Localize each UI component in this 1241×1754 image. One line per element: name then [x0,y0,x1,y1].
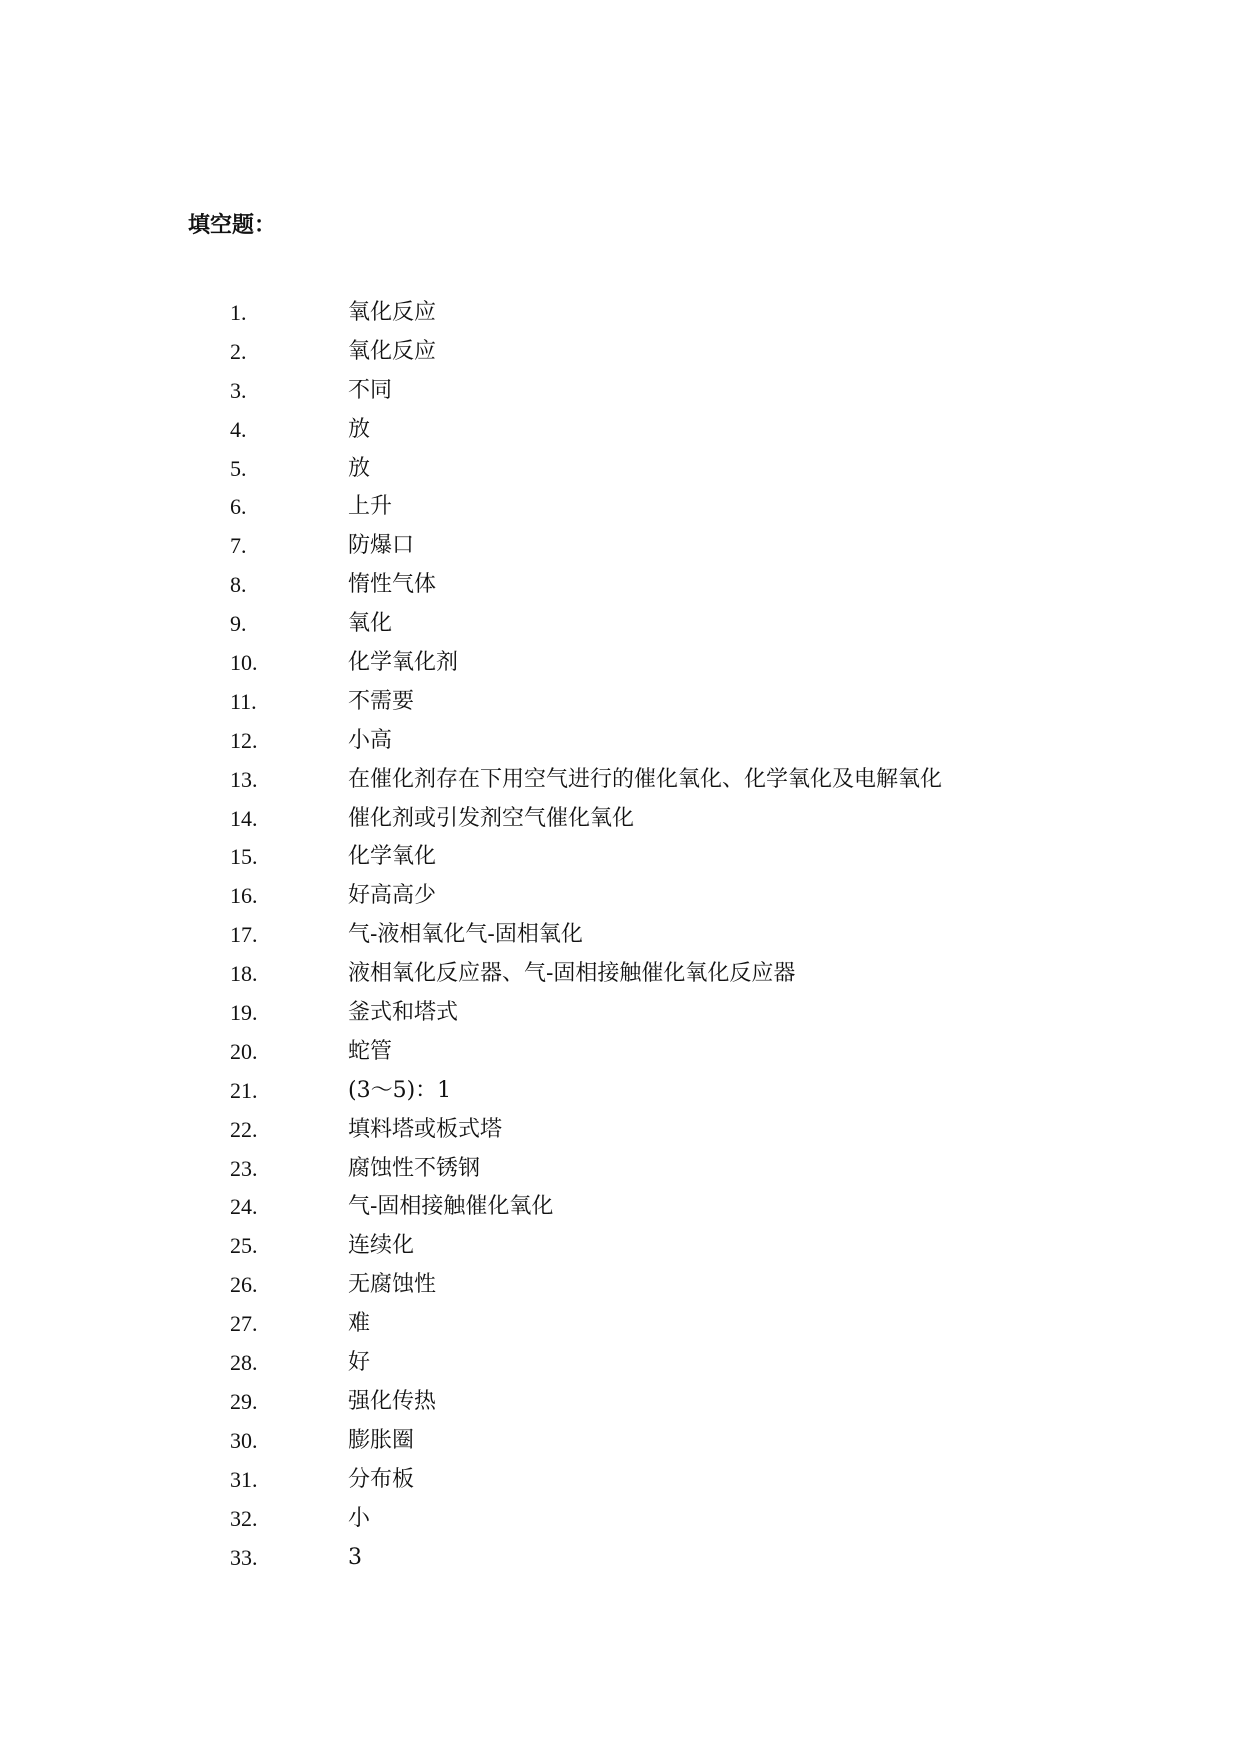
answer-text: (3～5)：1 [348,1077,452,1103]
answer-item [230,1543,1130,1582]
answer-item [230,1076,1130,1115]
answer-text: 氧化 [348,611,393,637]
answer-item [230,998,1130,1037]
answer-item [230,920,1130,959]
answer-number: 23. [230,1155,258,1181]
answer-item [230,1115,1130,1154]
answer-number: 7. [230,533,247,559]
answer-text: 液相氧化反应器、气-固相接触催化氧化反应器 [348,961,796,987]
answer-item [230,1426,1130,1465]
answer-number: 19. [230,1000,258,1026]
answer-item [230,1192,1130,1231]
answer-number: 14. [230,805,258,831]
section-heading: 填空题： [188,212,277,238]
answer-number: 4. [230,416,247,442]
answer-text: 无腐蚀性 [348,1272,437,1298]
answer-text: 腐蚀性不锈钢 [348,1155,481,1181]
answer-text: 氧化反应 [348,300,437,325]
answer-text: 釜式和塔式 [348,1000,459,1026]
answer-text: 化学氧化 [348,844,437,870]
answer-item [230,1270,1130,1309]
answer-number: 15. [230,844,258,870]
answer-number: 22. [230,1116,258,1142]
answer-text: 不需要 [348,688,415,714]
answer-number: 20. [230,1038,258,1064]
answer-number: 24. [230,1194,258,1220]
answer-item [230,959,1130,998]
answer-item [230,1231,1130,1270]
answer-number: 28. [230,1350,258,1376]
answer-item [230,842,1130,881]
answer-item [230,531,1130,570]
answer-item [230,1037,1130,1076]
answer-number: 11. [230,688,257,714]
answer-text: 好高高少 [348,883,437,909]
answer-text: 气-固相接触催化氧化 [348,1194,554,1220]
answer-number: 31. [230,1466,258,1492]
answer-number: 25. [230,1233,258,1259]
answer-item [230,492,1130,531]
answer-number: 8. [230,572,247,598]
answer-item [230,804,1130,843]
answer-text: 放 [348,416,371,442]
answer-item [230,337,1130,376]
answer-item [230,1465,1130,1504]
answer-item [230,1387,1130,1426]
answer-text: 强化传热 [348,1388,437,1414]
answer-item [230,726,1130,765]
answer-text: 惰性气体 [348,572,437,598]
answer-text: 分布板 [348,1466,415,1492]
answer-text: 小 [348,1505,371,1531]
answer-text: 膨胀圈 [348,1427,415,1453]
answer-number: 33. [230,1544,258,1570]
answer-item [230,765,1130,804]
answer-number: 1. [230,300,247,325]
answer-item [230,376,1130,415]
answer-text: 不同 [348,377,393,403]
answer-item [230,881,1130,920]
answer-text: 化学氧化剂 [348,650,459,676]
answer-number: 21. [230,1077,258,1103]
answer-text: 填料塔或板式塔 [348,1116,503,1142]
answer-number: 30. [230,1427,258,1453]
answer-text: 催化剂或引发剂空气催化氧化 [348,805,635,831]
answer-number: 12. [230,727,258,753]
answer-text: 放 [348,455,371,481]
answer-text: 难 [348,1311,371,1337]
answer-item [230,570,1130,609]
answer-number: 5. [230,455,247,481]
answer-item [230,648,1130,687]
answer-text: 在催化剂存在下用空气进行的催化氧化、化学氧化及电解氧化 [348,766,943,792]
answer-item [230,1309,1130,1348]
answer-text: 上升 [348,494,393,520]
answer-number: 9. [230,611,247,637]
answer-item [230,1504,1130,1543]
answer-item [230,298,1130,337]
answer-number: 10. [230,650,258,676]
answer-item [230,454,1130,493]
answer-text: 小高 [348,727,393,753]
answer-item [230,1348,1130,1387]
answer-item [230,1154,1130,1193]
answer-text: 好 [348,1350,371,1376]
answer-number: 32. [230,1505,258,1531]
answer-number: 27. [230,1311,258,1337]
answer-number: 18. [230,961,258,987]
answer-text: 氧化反应 [348,338,437,364]
answer-list [230,298,1130,1581]
answer-text: 连续化 [348,1233,415,1259]
answer-text: 防爆口 [348,533,415,559]
answer-number: 2. [230,338,247,364]
answer-item [230,609,1130,648]
answer-item [230,687,1130,726]
answer-number: 3. [230,377,247,403]
answer-number: 16. [230,883,258,909]
answer-number: 6. [230,494,247,520]
answer-number: 13. [230,766,258,792]
answer-number: 26. [230,1272,258,1298]
answer-text: 气-液相氧化气-固相氧化 [348,922,583,948]
answer-text: 3 [348,1544,362,1570]
answer-item [230,415,1130,454]
answer-number: 17. [230,922,258,948]
answer-number: 29. [230,1388,258,1414]
answer-text: 蛇管 [348,1038,393,1064]
